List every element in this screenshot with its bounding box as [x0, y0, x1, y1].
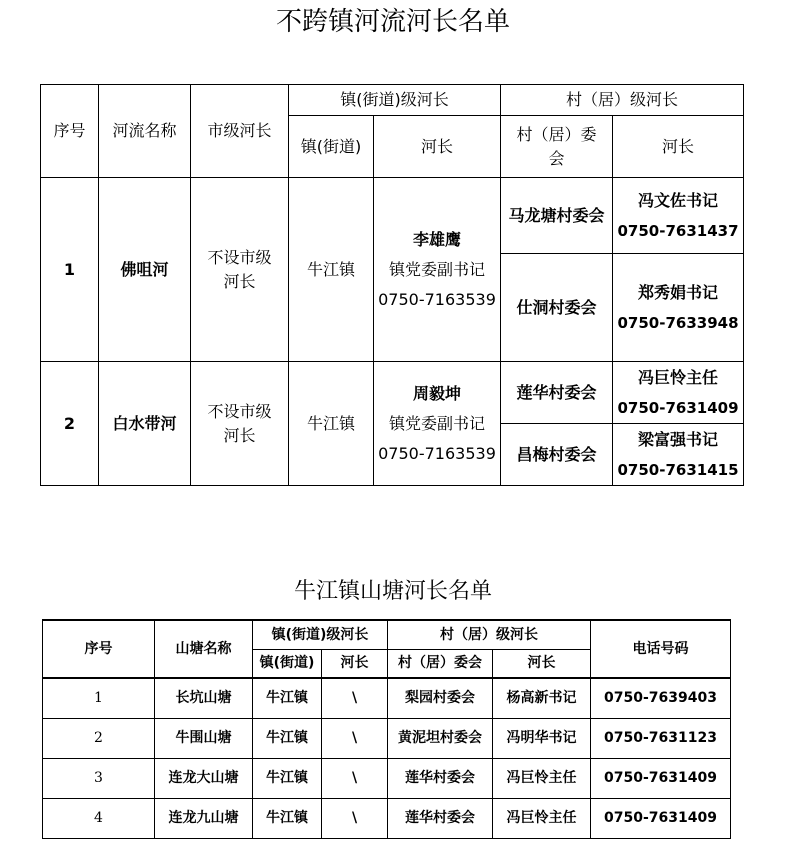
cell-seq: 2 [43, 718, 155, 758]
cell-village: 莲华村委会 [388, 798, 493, 838]
cell-village: 莲华村委会 [501, 362, 613, 424]
cell-town: 牛江镇 [253, 798, 322, 838]
cell-village: 昌梅村委会 [501, 424, 613, 486]
table-row [43, 798, 731, 838]
cell-city-chief [191, 362, 289, 486]
cell-village: 马龙塘村委会 [501, 178, 613, 254]
header-village-group: 村（居）级河长 [388, 620, 591, 649]
header-village-group: 村（居）级河长 [501, 85, 744, 116]
header-village: 村（居）委会 [388, 649, 493, 678]
river-chief-table [40, 84, 744, 486]
cell-village-chief [613, 254, 744, 362]
cell-town: 牛江镇 [289, 178, 374, 362]
city-chief-line1: 不设市级 [207, 247, 272, 267]
village-chief-phone: 0750-7633948 [617, 313, 739, 332]
cell-village-chief: 冯巨怜主任 [493, 758, 591, 798]
cell-village: 梨园村委会 [388, 678, 493, 718]
village-chief-phone: 0750-7631437 [617, 221, 739, 240]
cell-pond-name: 牛围山塘 [155, 718, 253, 758]
header-phone: 电话号码 [591, 620, 731, 678]
header-town-group: 镇(街道)级河长 [253, 620, 388, 649]
town-chief-phone: 0750-7163539 [378, 443, 496, 463]
cell-village-chief [613, 424, 744, 486]
header-village-chief: 河长 [613, 116, 744, 178]
page-title-pond-chiefs: 牛江镇山塘河长名单 [293, 579, 492, 604]
header-village-line1: 村（居）委 [516, 124, 597, 144]
cell-river-name: 佛咀河 [99, 178, 191, 362]
pond-chief-table [42, 619, 731, 839]
cell-town-chief: \ [322, 798, 388, 838]
cell-seq: 1 [41, 178, 99, 362]
table-row [43, 678, 731, 718]
cell-seq: 1 [43, 678, 155, 718]
header-seq: 序号 [41, 85, 99, 178]
header-village-line2: 会 [548, 148, 565, 168]
cell-pond-name: 长坑山塘 [155, 678, 253, 718]
header-town-chief: 河长 [322, 649, 388, 678]
table-row [41, 362, 744, 424]
cell-river-name: 白水带河 [99, 362, 191, 486]
village-chief-phone: 0750-7631415 [617, 460, 739, 479]
cell-village: 黄泥坦村委会 [388, 718, 493, 758]
cell-village-chief [613, 178, 744, 254]
header-pond-name: 山塘名称 [155, 620, 253, 678]
cell-town-chief: \ [322, 678, 388, 718]
cell-town: 牛江镇 [253, 678, 322, 718]
town-chief-title: 镇党委副书记 [388, 259, 485, 279]
town-chief-name: 李雄鹰 [412, 229, 461, 249]
cell-village: 仕洞村委会 [501, 254, 613, 362]
header-village-chief: 河长 [493, 649, 591, 678]
cell-pond-name: 连龙九山塘 [155, 798, 253, 838]
header-town: 镇(街道) [289, 116, 374, 178]
cell-seq: 3 [43, 758, 155, 798]
cell-village-chief [613, 362, 744, 424]
town-chief-phone: 0750-7163539 [378, 289, 496, 309]
cell-phone: 0750-7631123 [591, 718, 731, 758]
village-chief-name: 冯巨怜主任 [638, 367, 719, 387]
header-village [501, 116, 613, 178]
town-chief-title: 镇党委副书记 [388, 413, 485, 433]
village-chief-name: 郑秀娟书记 [638, 282, 719, 302]
city-chief-line2: 河长 [223, 271, 256, 291]
table-row [43, 758, 731, 798]
table-row [41, 178, 744, 254]
cell-seq: 2 [41, 362, 99, 486]
cell-village-chief: 杨高新书记 [493, 678, 591, 718]
cell-town-chief [374, 362, 501, 486]
cell-town: 牛江镇 [253, 758, 322, 798]
table-row [43, 718, 731, 758]
header-seq: 序号 [43, 620, 155, 678]
city-chief-line1: 不设市级 [207, 401, 272, 421]
cell-town-chief: \ [322, 718, 388, 758]
page-title-river-chiefs: 不跨镇河流河长名单 [275, 7, 510, 37]
cell-town: 牛江镇 [253, 718, 322, 758]
cell-phone: 0750-7639403 [591, 678, 731, 718]
cell-village-chief: 冯巨怜主任 [493, 798, 591, 838]
header-town: 镇(街道) [253, 649, 322, 678]
village-chief-name: 冯文佐书记 [638, 190, 719, 210]
cell-city-chief [191, 178, 289, 362]
header-town-group: 镇(街道)级河长 [289, 85, 501, 116]
cell-phone: 0750-7631409 [591, 758, 731, 798]
village-chief-name: 梁富强书记 [638, 429, 719, 449]
cell-phone: 0750-7631409 [591, 798, 731, 838]
town-chief-name: 周毅坤 [412, 383, 461, 403]
header-river-name: 河流名称 [99, 85, 191, 178]
cell-town-chief: \ [322, 758, 388, 798]
cell-village: 莲华村委会 [388, 758, 493, 798]
village-chief-phone: 0750-7631409 [617, 398, 739, 417]
cell-town-chief [374, 178, 501, 362]
cell-seq: 4 [43, 798, 155, 838]
city-chief-line2: 河长 [223, 425, 256, 445]
cell-village-chief: 冯明华书记 [493, 718, 591, 758]
header-town-chief: 河长 [374, 116, 501, 178]
cell-pond-name: 连龙大山塘 [155, 758, 253, 798]
header-city-chief: 市级河长 [191, 85, 289, 178]
cell-town: 牛江镇 [289, 362, 374, 486]
